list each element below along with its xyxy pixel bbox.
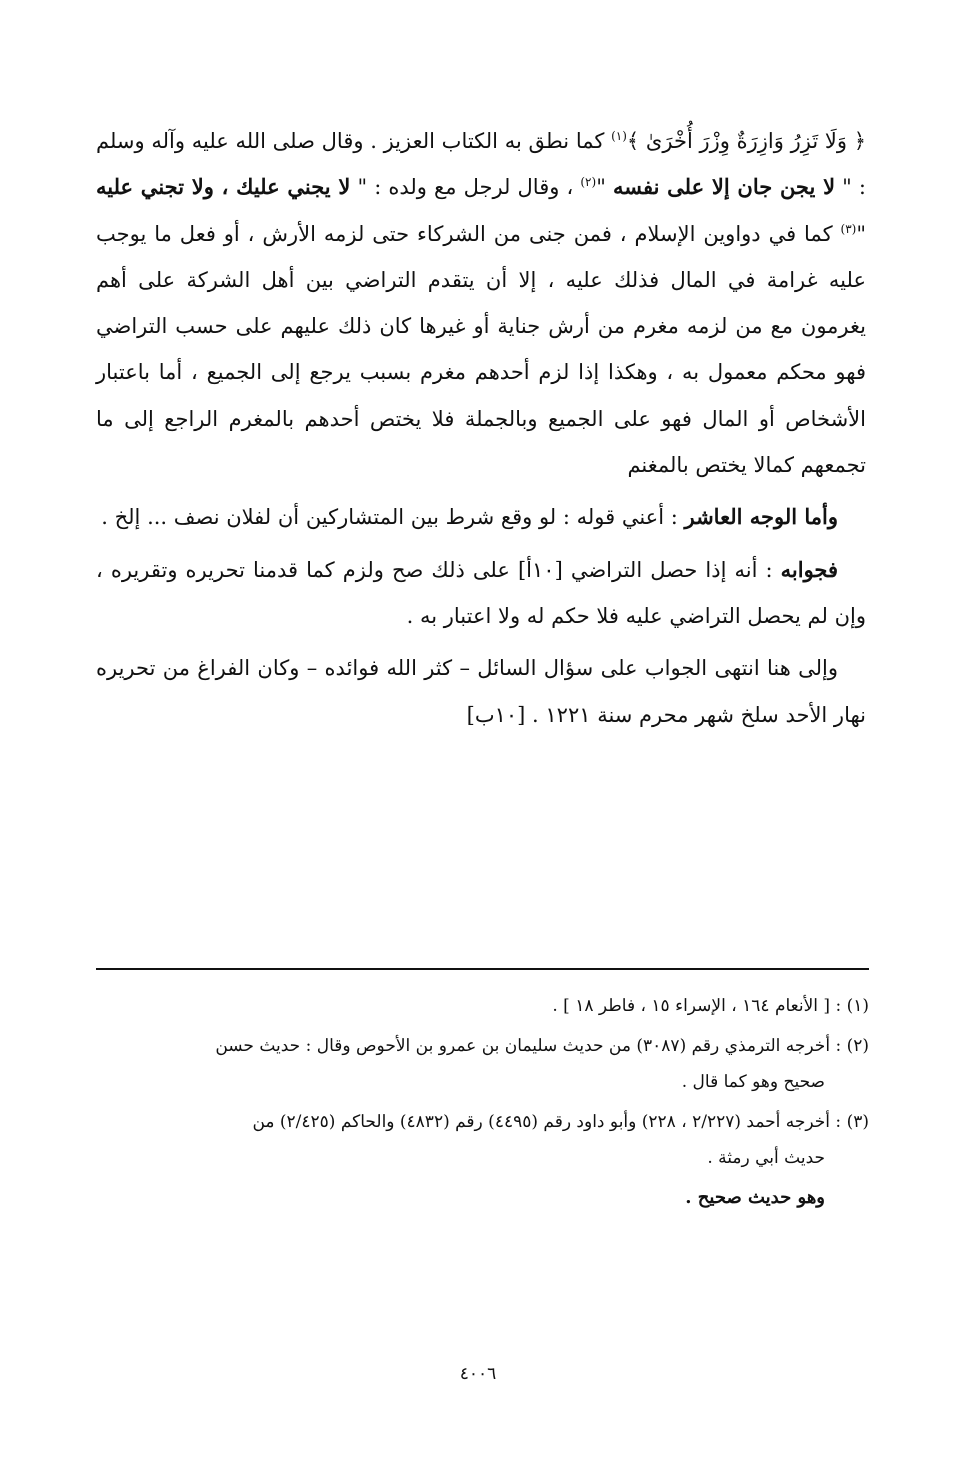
paragraph-1 — [96, 118, 866, 488]
footnote-number: (٣) — [846, 1112, 869, 1132]
paragraph-1-text-4: " — [856, 221, 866, 246]
footnote-note: وهو حديث صحيح . — [685, 1187, 825, 1208]
footnote-ref-1[interactable]: (١) — [611, 129, 627, 143]
paragraph-1-text-1: كما نطق به الكتاب العزيز . وقال صلى الله عليه وآله وسلم : " — [96, 129, 866, 200]
page-number: ٤٠٠٦ — [459, 1364, 497, 1384]
paragraph-2-heading: وأما الوجه العاشر — [684, 504, 838, 530]
hadith-1: لا يجن جان إلا على نفسه — [612, 174, 836, 200]
paragraph-2-text: : أعني قوله : لو وقع شرط بين المتشاركين أن لفلان نصف ... إلخ . — [101, 505, 685, 530]
paragraph-1-text-5: كما في دواوين الإسلام ، فمن جنى من الشركاء حتى لزمه الأرش ، أو فعل ما يوجب عليه غرامة في المال فذلك عليه ، إلا أن يتقدم التراضي بين أهل الشركة على أهم يغرمون مع من لزمه مغرم من أرش جناية أو غيرها كان ذلك عليهم على حسب التراضي فهو محكم معمول به ، وهكذا إذا لزم أحدهم مغرم بسبب يرجع إلى الجميع ، أما باعتبار الأشخاص أو المال فهو على الجميع وبالجملة فلا يختص أحدهم بالمغرم الراجع إلى ما تجمعهم كمالا يختص بالمغنم — [96, 221, 866, 478]
footnote-ref-3[interactable]: (٣) — [840, 221, 857, 236]
footnote-3 — [96, 1104, 869, 1176]
footnote-text: : [ الأنعام ١٦٤ ، الإسراء ١٥ ، فاطر ١٨ ] . — [552, 996, 847, 1016]
footnotes — [96, 988, 869, 1216]
footnote-1 — [96, 988, 869, 1024]
paragraph-2 — [96, 494, 866, 540]
footnote-2 — [96, 1028, 869, 1100]
footnote-text: : أخرجه أحمد (٢/٢٢٧ ، ٢٢٨) وأبو داود رقم (٤٤٩٥) رقم (٤٨٣٢) والحاكم (٢/٤٢٥) من — [252, 1112, 847, 1132]
paragraph-3-text: : أنه إذا حصل التراضي [١٠أ] على ذلك صح ولزم كما قدمنا تحريره وتقريره ، وإن لم يحصل التراضي عليه فلا حكم له ولا اعتبار به . — [96, 557, 866, 628]
paragraph-3-heading: فجوابه — [780, 556, 839, 582]
footnote-text: : أخرجه الترمذي رقم (٣٠٨٧) من حديث سليمان بن عمرو بن الأحوص وقال : حديث حسن — [215, 1036, 847, 1056]
paragraph-1-text-2: " — [596, 175, 613, 200]
footnote-continuation: حديث أبي رمثة . — [707, 1148, 825, 1168]
paragraph-1-text-3: ، وقال لرجل مع ولده : " — [350, 175, 581, 200]
main-text — [96, 118, 866, 738]
footnote-continuation: صحيح وهو كما قال . — [681, 1072, 825, 1092]
paragraph-4: وإلى هنا انتهى الجواب على سؤال السائل – كثر الله فوائده – وكان الفراغ من تحريره نهار الأحد سلخ شهر محرم سنة ١٢٢١ . [١٠ب] — [96, 656, 866, 727]
footnote-separator — [96, 968, 869, 970]
footnote-number: (٢) — [846, 1036, 869, 1056]
footnote-ref-2[interactable]: (٢) — [580, 175, 597, 190]
hadith-2: لا يجني عليك ، ولا تجني عليه — [96, 174, 351, 200]
quran-verse: ﴿ وَلَا تَزِرُ وَازِرَةٌ وِزْرَ أُخْرَىٰ ﴾ — [626, 129, 867, 153]
footnote-number: (١) — [846, 996, 869, 1016]
paragraph-3 — [96, 547, 866, 640]
